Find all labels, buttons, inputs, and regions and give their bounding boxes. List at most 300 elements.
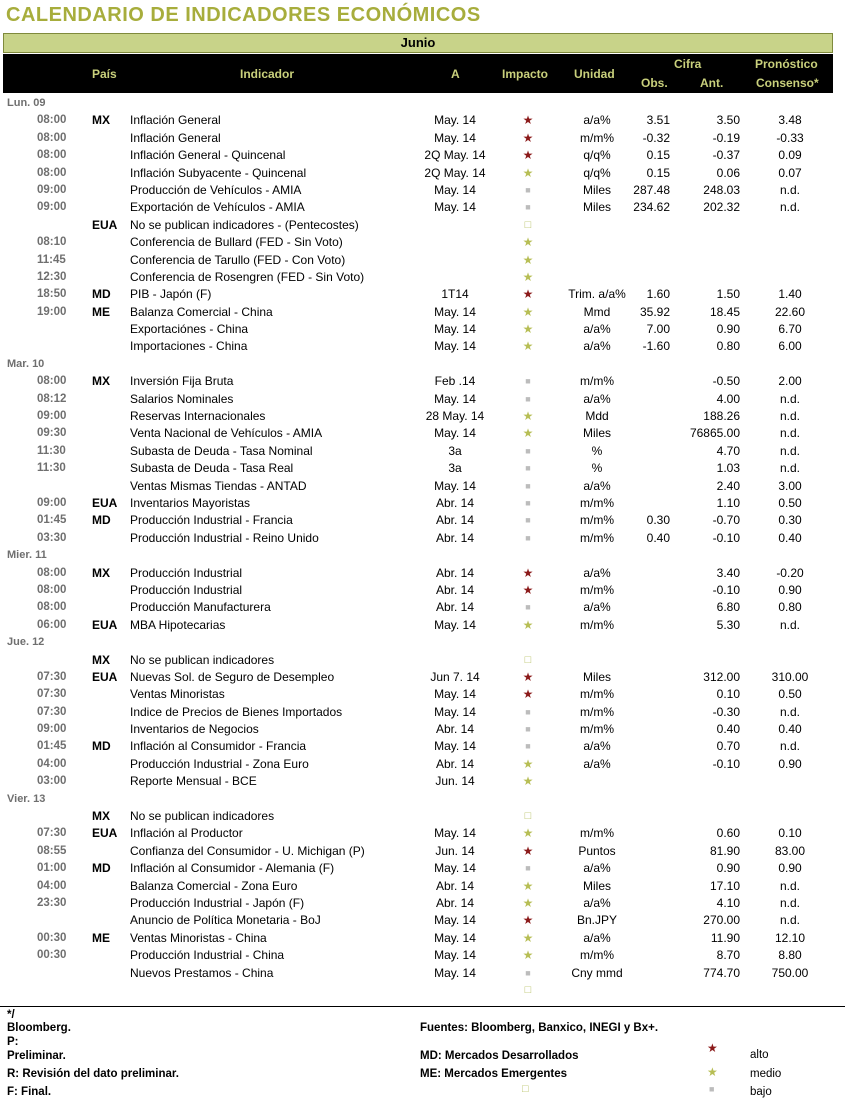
- impact-square-icon: ■: [525, 724, 531, 735]
- cell-consensus: n.d.: [779, 409, 800, 424]
- cell-unit: a/a%: [583, 895, 611, 910]
- table-row: [0, 478, 845, 495]
- cell-period: May. 14: [434, 739, 476, 754]
- table-row: [0, 443, 845, 460]
- table-row: [0, 721, 845, 738]
- cell-country: ME: [92, 304, 110, 319]
- impact-star-icon: ★: [522, 582, 534, 597]
- cell-obs: 0.15: [646, 165, 670, 180]
- cell-time: 12:30: [37, 270, 67, 283]
- table-row: [0, 304, 845, 321]
- cell-indicator: Reservas Internacionales: [130, 409, 266, 424]
- impact-open-square-icon: □: [524, 218, 532, 231]
- cell-consensus: n.d.: [779, 182, 800, 197]
- header-consensus: Consenso*: [756, 76, 819, 90]
- table-row: [0, 965, 845, 982]
- cell-obs: 0.15: [646, 148, 670, 163]
- cell-indicator: Inflación al Productor: [130, 826, 243, 841]
- impact-star-icon: ★: [522, 287, 534, 302]
- legend-high-label: alto: [750, 1049, 769, 1061]
- cell-unit: a/a%: [583, 739, 611, 754]
- impact-square-icon: ■: [525, 184, 531, 195]
- cell-time: 09:00: [37, 183, 67, 196]
- table-row: [0, 234, 845, 251]
- cell-indicator: Inflación General: [130, 130, 221, 145]
- cell-consensus: 0.07: [778, 165, 802, 180]
- impact-open-square-icon: □: [524, 810, 532, 823]
- legend-low-square-icon: ■: [709, 1084, 715, 1094]
- cell-ant: 4.10: [716, 895, 740, 910]
- cell-country: MX: [92, 565, 110, 580]
- cell-unit: Miles: [582, 426, 611, 441]
- cell-unit: q/q%: [583, 148, 611, 163]
- cell-country: EUA: [92, 826, 118, 841]
- footnote-r: R: Revisión del dato preliminar.: [7, 1068, 179, 1080]
- table-row: [0, 112, 845, 129]
- cell-unit: m/m%: [580, 582, 614, 597]
- cell-period: May. 14: [434, 687, 476, 702]
- cell-ant: 3.50: [716, 113, 740, 128]
- cell-unit: a/a%: [583, 756, 611, 771]
- cell-ant: 0.80: [716, 339, 740, 354]
- cell-period: Jun. 14: [435, 843, 475, 858]
- cell-time: 07:30: [37, 670, 67, 683]
- table-row: [0, 495, 845, 512]
- impact-star-icon: ★: [522, 948, 534, 963]
- cell-period: Abr. 14: [435, 756, 475, 771]
- footnote-mark: */: [7, 1009, 15, 1021]
- cell-ant: 4.70: [716, 443, 740, 458]
- cell-unit: m/m%: [580, 722, 614, 737]
- header-figure: Cifra: [674, 57, 702, 71]
- cell-period: 2Q May. 14: [424, 165, 486, 180]
- cell-unit: m/m%: [580, 704, 614, 719]
- cell-time: 07:30: [37, 688, 67, 701]
- cell-ant: 0.90: [716, 861, 740, 876]
- table-row: [0, 808, 845, 825]
- cell-unit: a/a%: [583, 861, 611, 876]
- cell-period: 3a: [448, 461, 462, 476]
- impact-star-icon: ★: [522, 304, 534, 319]
- legend-low-label: bajo: [750, 1086, 772, 1098]
- cell-period: May. 14: [434, 965, 476, 980]
- cell-time: 19:00: [37, 305, 67, 318]
- table-row: [0, 617, 845, 634]
- impact-star-icon: ★: [522, 687, 534, 702]
- cell-consensus: 6.00: [778, 339, 802, 354]
- impact-square-icon: ■: [525, 706, 531, 717]
- cell-time: 11:45: [37, 253, 66, 266]
- cell-time: 08:00: [37, 114, 67, 127]
- cell-unit: Cny mmd: [571, 965, 623, 980]
- cell-time: 09:30: [37, 427, 67, 440]
- impact-square-icon: ■: [525, 463, 531, 474]
- cell-consensus: 0.90: [778, 756, 802, 771]
- table-row: [0, 599, 845, 616]
- cell-obs: -0.32: [642, 130, 670, 145]
- cell-obs: 287.48: [633, 182, 670, 197]
- cell-unit: Puntos: [578, 843, 616, 858]
- cell-ant: -0.10: [712, 582, 740, 597]
- cell-consensus: 2.00: [778, 374, 802, 389]
- cell-consensus: n.d.: [779, 443, 800, 458]
- impact-square-icon: ■: [525, 497, 531, 508]
- cell-time: 07:30: [37, 705, 67, 718]
- cell-unit: m/m%: [580, 374, 614, 389]
- cell-consensus: n.d.: [779, 426, 800, 441]
- cell-indicator: No se publican indicadores: [130, 652, 275, 667]
- header-indicator: Indicador: [240, 67, 295, 81]
- day-header: [0, 634, 845, 651]
- cell-country: MD: [92, 861, 111, 876]
- cell-period: May. 14: [434, 930, 476, 945]
- cell-country: MD: [92, 739, 111, 754]
- cell-consensus: n.d.: [779, 704, 800, 719]
- cell-unit: m/m%: [580, 130, 614, 145]
- impact-square-icon: ■: [525, 741, 531, 752]
- impact-square-icon: ■: [525, 515, 531, 526]
- cell-unit: m/m%: [580, 530, 614, 545]
- cell-ant: -0.70: [712, 513, 740, 528]
- cell-indicator: PIB - Japón (F): [130, 287, 212, 302]
- cell-period: May. 14: [434, 704, 476, 719]
- header-forecast: Pronóstico: [755, 57, 818, 71]
- cell-period: Jun. 14: [435, 774, 475, 789]
- cell-indicator: Ventas Minoristas - China: [130, 930, 267, 945]
- cell-unit: a/a%: [583, 565, 611, 580]
- cell-time: 08:00: [37, 131, 67, 144]
- cell-consensus: 750.00: [771, 965, 809, 980]
- table-row: [0, 843, 845, 860]
- cell-period: Abr. 14: [435, 513, 475, 528]
- table-row: [0, 338, 845, 355]
- table-row: [0, 130, 845, 147]
- cell-consensus: n.d.: [779, 461, 800, 476]
- cell-unit: Trim. a/a%: [568, 287, 626, 302]
- cell-consensus: n.d.: [779, 617, 800, 632]
- table-row: [0, 686, 845, 703]
- cell-ant: 1.03: [716, 461, 740, 476]
- cell-indicator: Balanza Comercial - Zona Euro: [130, 878, 298, 893]
- impact-star-icon: ★: [522, 843, 534, 858]
- cell-period: 1T14: [441, 287, 469, 302]
- table-row: [0, 182, 845, 199]
- cell-time: 08:00: [37, 566, 67, 579]
- cell-ant: 0.60: [716, 826, 740, 841]
- impact-star-icon: ★: [522, 426, 534, 441]
- cell-time: 07:30: [37, 827, 67, 840]
- cell-consensus: 0.50: [778, 495, 802, 510]
- cell-consensus: 0.90: [778, 861, 802, 876]
- cell-indicator: Exportación de Vehículos - AMIA: [130, 200, 305, 215]
- cell-time: 08:00: [37, 583, 67, 596]
- cell-indicator: Venta Nacional de Vehículos - AMIA: [130, 426, 323, 441]
- cell-indicator: Subasta de Deuda - Tasa Nominal: [130, 443, 313, 458]
- cell-time: 06:00: [37, 618, 67, 631]
- cell-consensus: -0.20: [776, 565, 804, 580]
- table-row: [0, 947, 845, 964]
- cell-period: May. 14: [434, 113, 476, 128]
- cell-indicator: Anuncio de Política Monetaria - BoJ: [130, 913, 321, 928]
- impact-star-icon: ★: [522, 565, 534, 580]
- impact-star-icon: ★: [522, 617, 534, 632]
- cell-unit: m/m%: [580, 617, 614, 632]
- cell-ant: 18.45: [709, 304, 740, 319]
- cell-indicator: Exportaciónes - China: [130, 322, 249, 337]
- cell-consensus: 0.40: [778, 530, 802, 545]
- table-row: [0, 912, 845, 929]
- cell-period: May. 14: [434, 182, 476, 197]
- table-row: [0, 930, 845, 947]
- cell-indicator: Producción Industrial: [130, 565, 243, 580]
- footnote-p-key: P:: [7, 1036, 19, 1048]
- cell-indicator: No se publican indicadores: [130, 809, 275, 824]
- impact-star-icon: ★: [522, 339, 534, 354]
- cell-time: 11:30: [37, 462, 66, 475]
- cell-indicator: Salarios Nominales: [130, 391, 234, 406]
- cell-indicator: Conferencia de Tarullo (FED - Con Voto): [130, 252, 346, 267]
- cell-period: Abr. 14: [435, 878, 475, 893]
- cell-period: 3a: [448, 443, 462, 458]
- cell-ant: 0.70: [716, 739, 740, 754]
- table-row: [0, 756, 845, 773]
- cell-consensus: 0.50: [778, 687, 802, 702]
- impact-square-icon: ■: [525, 445, 531, 456]
- cell-obs: 3.51: [646, 113, 670, 128]
- cell-indicator: Subasta de Deuda - Tasa Real: [130, 461, 294, 476]
- cell-time: 04:00: [37, 879, 67, 892]
- cell-period: May. 14: [434, 130, 476, 145]
- table-row: [0, 199, 845, 216]
- cell-ant: -0.19: [712, 130, 740, 145]
- cell-country: EUA: [92, 669, 118, 684]
- cell-period: May. 14: [434, 861, 476, 876]
- impact-star-icon: ★: [522, 913, 534, 928]
- cell-period: Abr. 14: [435, 722, 475, 737]
- cell-consensus: 310.00: [771, 669, 809, 684]
- header-ant: Ant.: [700, 76, 724, 90]
- cell-indicator: Conferencia de Rosengren (FED - Sin Voto): [130, 269, 365, 284]
- impact-square-icon: ■: [525, 967, 531, 978]
- cell-ant: 312.00: [703, 669, 740, 684]
- table-row: [0, 582, 845, 599]
- cell-time: 09:00: [37, 201, 67, 214]
- cell-indicator: Producción Industrial - Zona Euro: [130, 756, 309, 771]
- table-row: [0, 652, 845, 669]
- cell-obs: 0.30: [646, 513, 670, 528]
- cell-period: May. 14: [434, 322, 476, 337]
- cell-ant: -0.10: [712, 756, 740, 771]
- cell-period: May. 14: [434, 339, 476, 354]
- cell-consensus: n.d.: [779, 878, 800, 893]
- impact-star-icon: ★: [522, 113, 534, 128]
- table-row: [0, 669, 845, 686]
- cell-consensus: -0.33: [776, 130, 804, 145]
- cell-time: 08:10: [37, 236, 67, 249]
- cell-period: May. 14: [434, 948, 476, 963]
- cell-unit: a/a%: [583, 391, 611, 406]
- cell-country: MX: [92, 652, 110, 667]
- cell-unit: Miles: [582, 878, 611, 893]
- header-unit: Unidad: [574, 67, 615, 81]
- cell-time: 00:30: [37, 931, 67, 944]
- sources-note: Fuentes: Bloomberg, Banxico, INEGI y Bx+.: [420, 1022, 659, 1034]
- cell-consensus: 8.80: [778, 948, 802, 963]
- cell-time: 08:00: [37, 375, 67, 388]
- day-header: [0, 791, 845, 808]
- table-row: [0, 425, 845, 442]
- cell-indicator: Producción Industrial: [130, 582, 243, 597]
- footer-notes: [0, 1006, 845, 1106]
- cell-ant: 81.90: [709, 843, 740, 858]
- cell-indicator: Inflación al Consumidor - Alemania (F): [130, 861, 335, 876]
- cell-country: MX: [92, 809, 110, 824]
- cell-indicator: Producción Industrial - Reino Unido: [130, 530, 319, 545]
- cell-indicator: Ventas Minoristas: [130, 687, 225, 702]
- cell-country: MX: [92, 374, 110, 389]
- impact-square-icon: ■: [525, 376, 531, 387]
- cell-consensus: 83.00: [774, 843, 806, 858]
- table-row: [0, 373, 845, 390]
- cell-consensus: 0.90: [778, 582, 802, 597]
- cell-period: Abr. 14: [435, 565, 475, 580]
- cell-unit: Miles: [582, 182, 611, 197]
- table-row: [0, 860, 845, 877]
- cell-consensus: 0.40: [778, 722, 802, 737]
- impact-star-icon: ★: [522, 130, 534, 145]
- cell-period: May. 14: [434, 426, 476, 441]
- table-row: [0, 391, 845, 408]
- header-obs: Obs.: [641, 76, 668, 90]
- cell-period: Abr. 14: [435, 600, 475, 615]
- cell-time: 03:30: [37, 531, 67, 544]
- table-row: [0, 878, 845, 895]
- page-title: CALENDARIO DE INDICADORES ECONÓMICOS: [6, 4, 481, 26]
- header-country: País: [92, 67, 117, 81]
- cell-unit: a/a%: [583, 600, 611, 615]
- cell-time: 09:00: [37, 723, 67, 736]
- cell-consensus: 22.60: [774, 304, 806, 319]
- header-impact: Impacto: [502, 67, 549, 81]
- cell-indicator: Producción Industrial - Japón (F): [130, 895, 305, 910]
- cell-obs: 35.92: [639, 304, 670, 319]
- legend-high-star-icon: ★: [707, 1041, 718, 1055]
- cell-unit: a/a%: [583, 339, 611, 354]
- cell-unit: m/m%: [580, 826, 614, 841]
- cell-unit: m/m%: [580, 495, 614, 510]
- impact-star-icon: ★: [522, 148, 534, 163]
- impact-square-icon: ■: [525, 602, 531, 613]
- header-period: A: [451, 67, 460, 81]
- cell-period: Abr. 14: [435, 895, 475, 910]
- cell-ant: 1.50: [716, 287, 740, 302]
- cell-unit: Mmd: [583, 304, 611, 319]
- impact-square-icon: ■: [525, 393, 531, 404]
- footnote-p-value: Preliminar.: [7, 1050, 66, 1062]
- impact-star-icon: ★: [522, 269, 534, 284]
- cell-consensus: 12.10: [774, 930, 806, 945]
- impact-star-icon: ★: [522, 252, 534, 267]
- legend-mid-label: medio: [750, 1068, 782, 1080]
- cell-indicator: Producción Manufacturera: [130, 600, 271, 615]
- cell-indicator: Producción Industrial - Francia: [130, 513, 293, 528]
- cell-unit: a/a%: [583, 113, 611, 128]
- table-header: [3, 54, 833, 93]
- cell-ant: 2.40: [716, 478, 740, 493]
- impact-star-icon: ★: [522, 165, 534, 180]
- cell-consensus: 3.00: [778, 478, 802, 493]
- cell-indicator: MBA Hipotecarias: [130, 617, 226, 632]
- day-header: [0, 356, 845, 373]
- cell-indicator: Nuevas Sol. de Seguro de Desempleo: [130, 669, 335, 684]
- table-row: [0, 321, 845, 338]
- cell-country: MX: [92, 113, 110, 128]
- cell-period: 2Q May. 14: [424, 148, 486, 163]
- cell-unit: m/m%: [580, 513, 614, 528]
- impact-square-icon: ■: [525, 532, 531, 543]
- cell-period: May. 14: [434, 617, 476, 632]
- cell-ant: 0.10: [716, 687, 740, 702]
- cell-consensus: 0.30: [778, 513, 802, 528]
- table-row: [0, 982, 845, 999]
- cell-indicator: Conferencia de Bullard (FED - Sin Voto): [130, 235, 343, 250]
- impact-open-square-icon: □: [524, 653, 532, 666]
- cell-country: MD: [92, 287, 111, 302]
- table-row: [0, 738, 845, 755]
- cell-consensus: 0.10: [778, 826, 802, 841]
- cell-time: 09:00: [37, 496, 67, 509]
- cell-indicator: Inflación Subyacente - Quincenal: [130, 165, 307, 180]
- cell-indicator: Inversión Fija Bruta: [130, 374, 234, 389]
- cell-ant: 17.10: [709, 878, 740, 893]
- cell-unit: %: [591, 443, 603, 458]
- cell-obs: 7.00: [646, 322, 670, 337]
- cell-consensus: 0.80: [778, 600, 802, 615]
- day-label: Lun. 09: [7, 97, 46, 109]
- cell-ant: 248.03: [703, 182, 740, 197]
- cell-unit: Bn.JPY: [576, 913, 618, 928]
- cell-period: 28 May. 14: [425, 409, 485, 424]
- cell-obs: 1.60: [646, 287, 670, 302]
- cell-period: Jun 7. 14: [430, 669, 480, 684]
- impact-star-icon: ★: [522, 322, 534, 337]
- cell-ant: 6.80: [716, 600, 740, 615]
- cell-period: Abr. 14: [435, 530, 475, 545]
- cell-time: 09:00: [37, 410, 67, 423]
- cell-ant: 4.00: [716, 391, 740, 406]
- cell-period: May. 14: [434, 913, 476, 928]
- cell-indicator: Nuevos Prestamos - China: [130, 965, 274, 980]
- impact-star-icon: ★: [522, 826, 534, 841]
- cell-consensus: 6.70: [778, 322, 802, 337]
- cell-country: MD: [92, 513, 111, 528]
- cell-ant: -0.10: [712, 530, 740, 545]
- cell-ant: 3.40: [716, 565, 740, 580]
- cell-time: 18:50: [37, 288, 67, 301]
- cell-time: 03:00: [37, 775, 67, 788]
- cell-unit: a/a%: [583, 322, 611, 337]
- impact-square-icon: ■: [525, 202, 531, 213]
- cell-country: EUA: [92, 217, 118, 232]
- table-row: [0, 408, 845, 425]
- impact-square-icon: ■: [525, 480, 531, 491]
- cell-consensus: 3.48: [778, 113, 802, 128]
- table-row: [0, 165, 845, 182]
- cell-unit: Miles: [582, 200, 611, 215]
- impact-star-icon: ★: [522, 930, 534, 945]
- cell-period: May. 14: [434, 304, 476, 319]
- cell-period: May. 14: [434, 478, 476, 493]
